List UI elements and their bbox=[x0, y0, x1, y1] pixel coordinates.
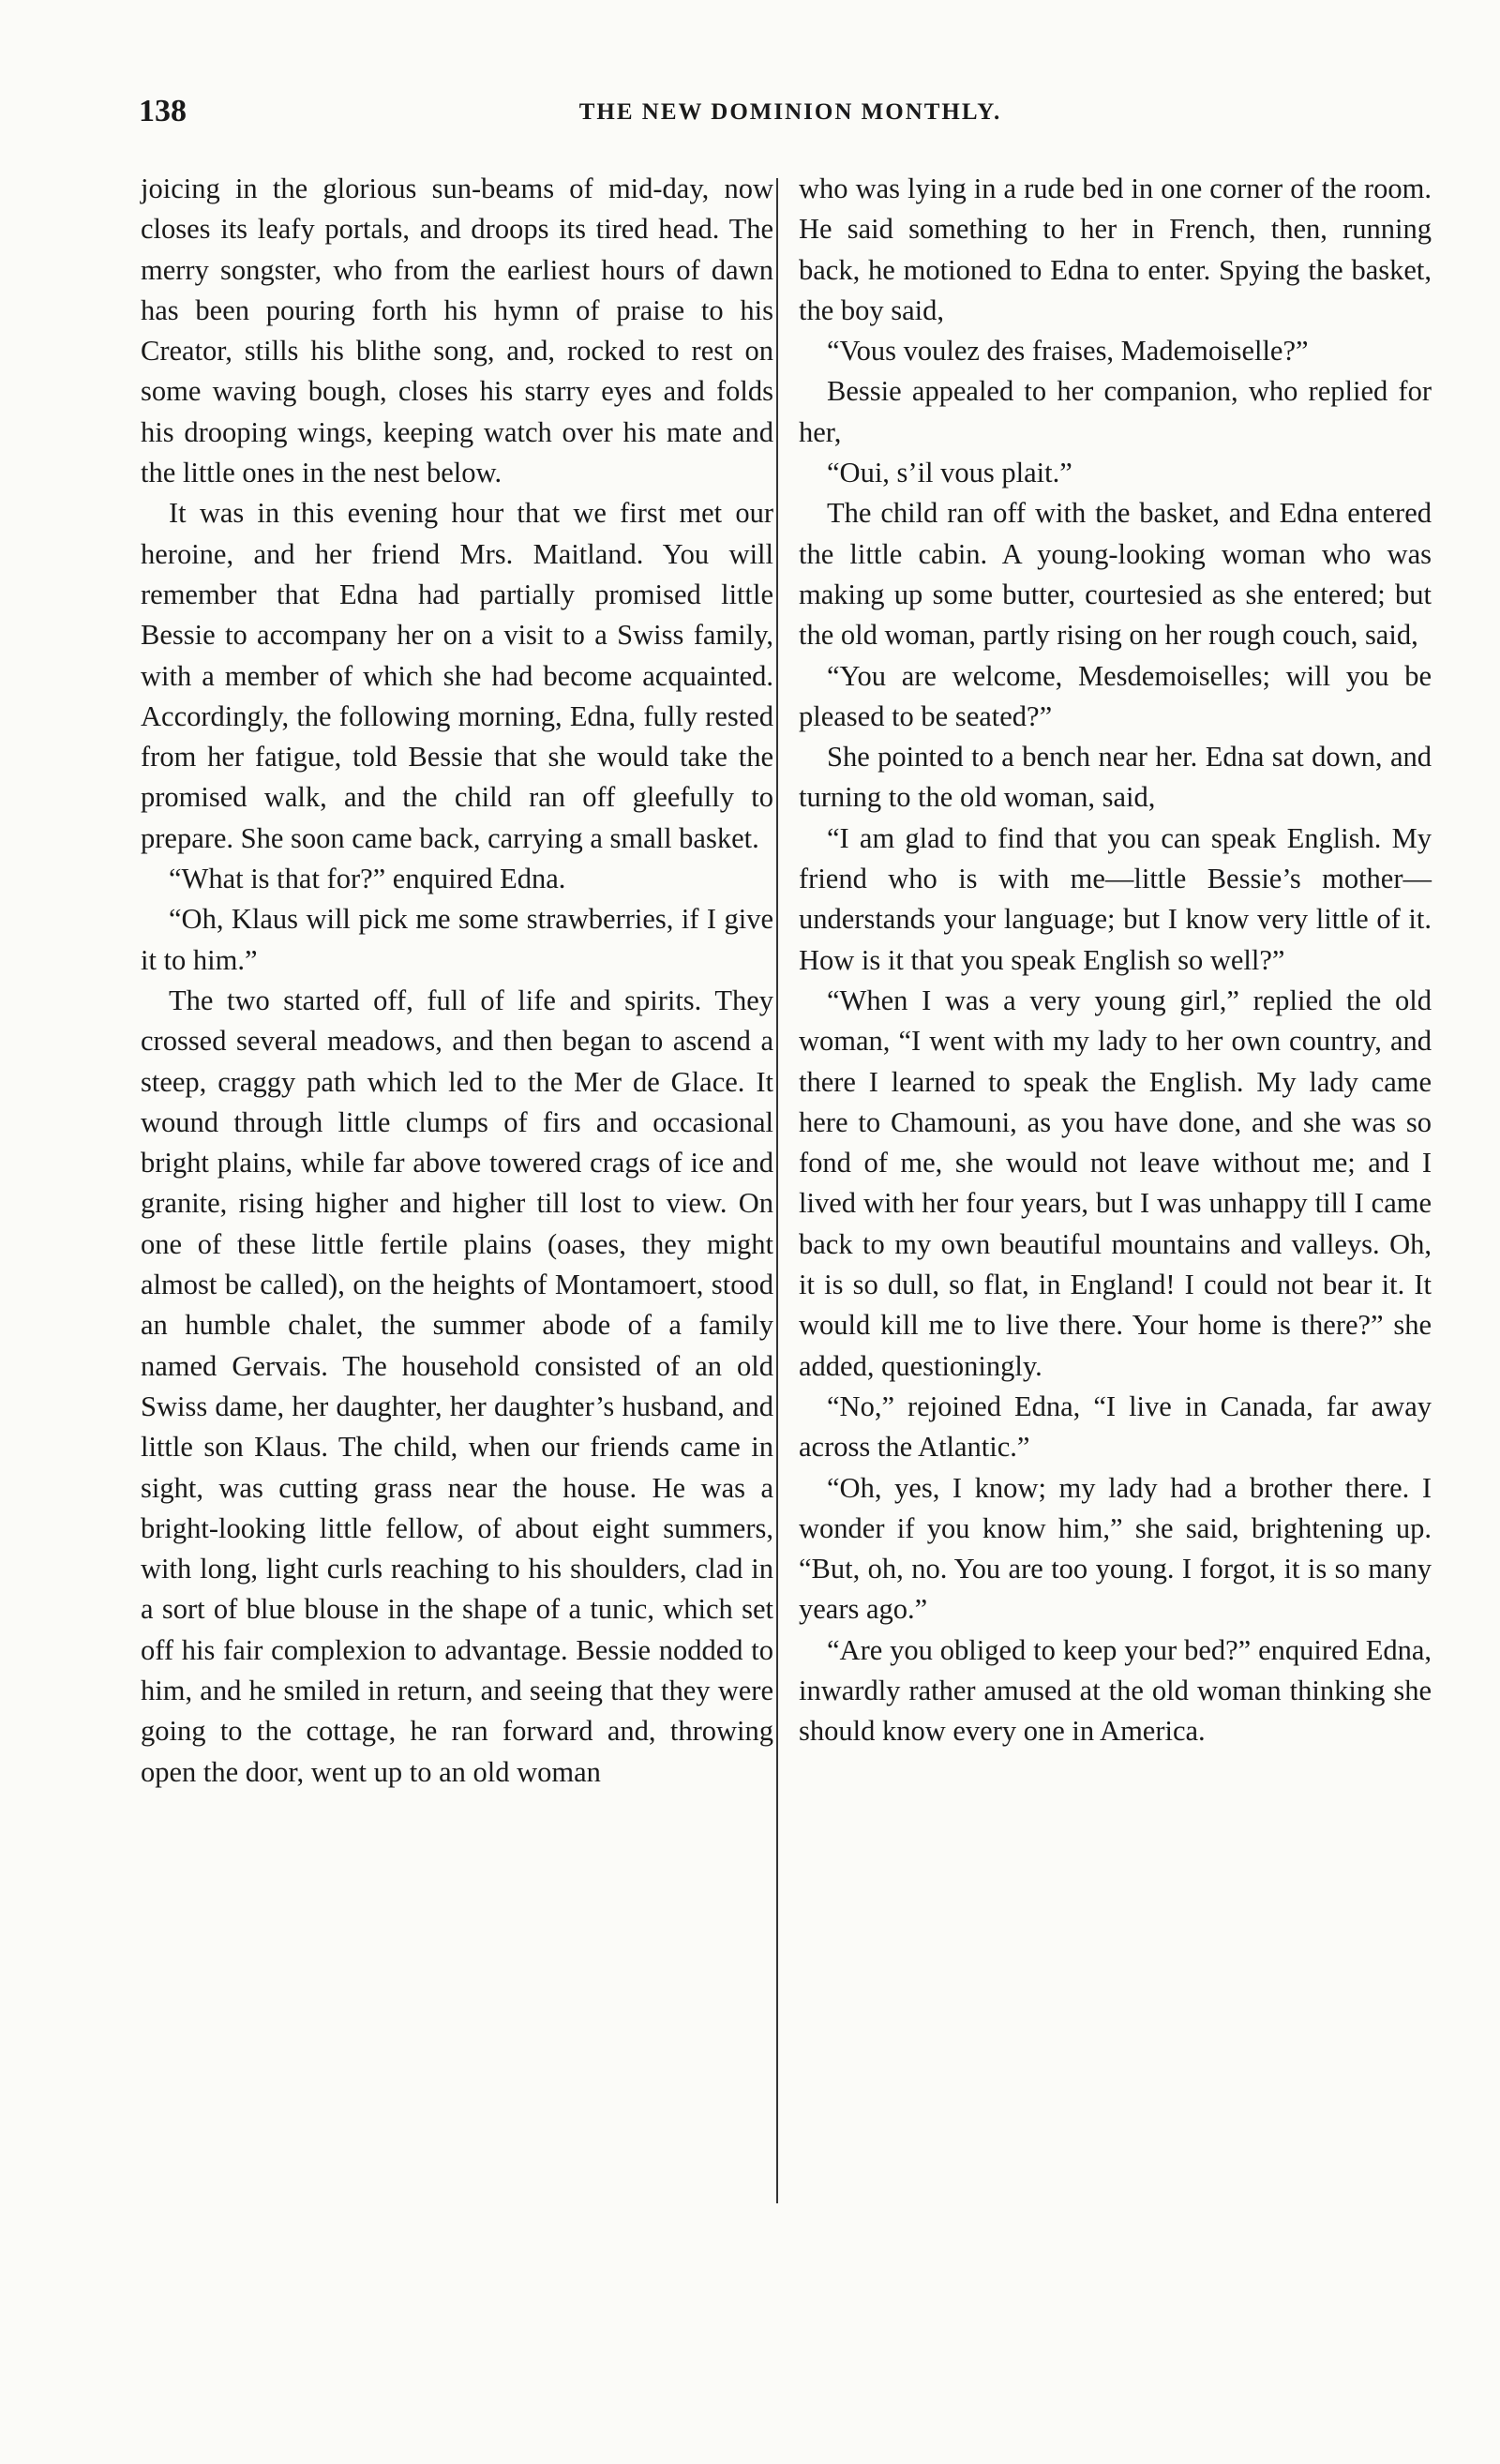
column-divider bbox=[776, 178, 778, 2203]
paragraph: She pointed to a bench near her. Edna sat down, and turning to the old woman, said, bbox=[799, 741, 1432, 814]
left-column bbox=[141, 169, 773, 1793]
paragraph: “Vous voulez des fraises, Mademoiselle?” bbox=[827, 335, 1309, 368]
page-number: 138 bbox=[139, 94, 187, 128]
paragraph: who was lying in a rude bed in one corner of the room. He said something to her in French, then, running back, he motioned to Edna to enter. Spying the basket, the boy said, bbox=[799, 173, 1432, 326]
paragraph: “No,” rejoined Edna, “I live in Canada, far away across the Atlantic.” bbox=[799, 1390, 1432, 1464]
paragraph: “Oh, yes, I know; my lady had a brother there. I wonder if you know him,” she said, brightening up. “But, oh, no. You are too young. I forgot, it is so many years ago.” bbox=[799, 1471, 1432, 1626]
paragraph: “Oui, s’il vous plait.” bbox=[827, 457, 1072, 489]
paragraph: “Are you obliged to keep your bed?” enquired Edna, inwardly rather amused at the old woman thinking she should know every one in America. bbox=[799, 1633, 1432, 1748]
paragraph: “I am glad to find that you can speak English. My friend who is with me—little Bessie’s mother—understands your language; but I know very little of it. How is it that you speak English so well?” bbox=[799, 821, 1432, 976]
paragraph: Bessie appealed to her companion, who replied for her, bbox=[799, 375, 1432, 448]
paragraph: The child ran off with the basket, and Edna entered the little cabin. A young-looking woman who was making up some butter, courtesied as she entered; but the old woman, partly rising on her rough couch, said, bbox=[799, 497, 1432, 652]
right-column bbox=[799, 169, 1432, 1752]
paragraph: joicing in the glorious sun-beams of mid-day, now closes its leafy portals, and droops its tired head. The merry songster, who from the earliest hours of dawn has been pouring forth his hymn of praise to his Creator, stills his blithe song, and, rocked to rest on some waving bough, closes his starry eyes and folds his drooping wings, keeping watch over his mate and the little ones in the nest below. bbox=[141, 173, 773, 489]
paragraph: The two started off, full of life and spirits. They crossed several meadows, and then began to ascend a steep, craggy path which led to the Mer de Glace. It wound through little clumps of firs and occasional bright plains, while far above towered crags of ice and granite, rising higher and higher till lost to view. On one of these little fertile plains (oases, they might almost be called), on the heights of Montamoert, stood an humble chalet, the summer abode of a family named Gervais. The household consisted of an old Swiss dame, her daughter, her daughter’s husband, and little son Klaus. The child, when our friends came in sight, was cutting grass near the house. He was a bright-looking little fellow, of about eight summers, with long, light curls reaching to his shoulders, clad in a sort of blue blouse in the shape of a tunic, which set off his fair complexion to advantage. Bessie nodded to him, and he smiled in return, and seeing that they were going to the cottage, he ran forward and, throwing open the door, went up to an old woman bbox=[141, 984, 773, 1788]
paragraph: “When I was a very young girl,” replied the old woman, “I went with my lady to her own country, and there I learned to speak the English. My lady came here to Chamouni, as you have done, and she was so fond of me, she would not leave without me; and I lived with her four years, but I was unhappy till I came back to my own beautiful mountains and valleys. Oh, it is so dull, so flat, in England! I could not bear it. It would kill me to live there. Your home is there?” she added, questioningly. bbox=[799, 984, 1432, 1382]
running-title: THE NEW DOMINION MONTHLY. bbox=[578, 99, 1002, 125]
page-header bbox=[139, 94, 1442, 141]
paragraph: “What is that for?” enquired Edna. bbox=[169, 863, 566, 895]
paragraph: “You are welcome, Mesdemoiselles; will you be pleased to be seated?” bbox=[799, 659, 1432, 732]
paragraph: It was in this evening hour that we first met our heroine, and her friend Mrs. Maitland. You will remember that Edna had partially promised little Bessie to accompany her on a visit to a Swiss family, with a member of which she had become acquainted. Accordingly, the following morning, Edna, fully rested from her fatigue, told Bessie that she would take the promised walk, and the child ran off gleefully to prepare. She soon came back, carrying a small basket. bbox=[141, 497, 773, 854]
paragraph: “Oh, Klaus will pick me some strawberries, if I give it to him.” bbox=[141, 903, 773, 976]
